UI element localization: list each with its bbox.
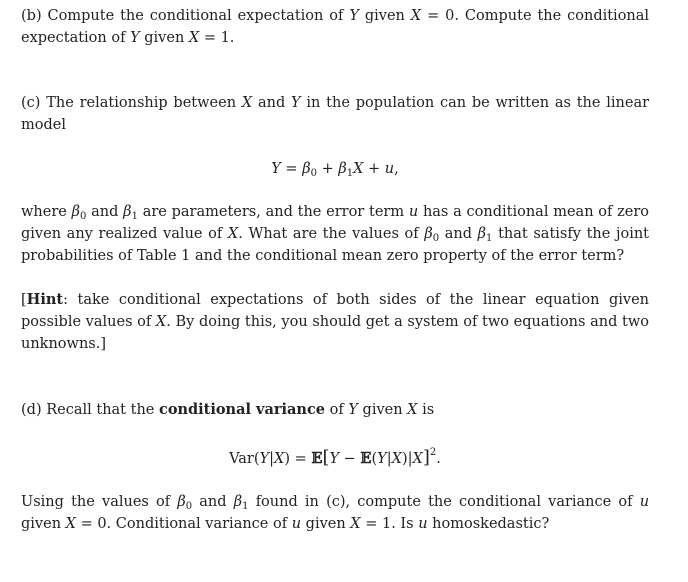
text-given: given bbox=[21, 516, 62, 532]
var-x: X bbox=[155, 314, 167, 330]
var-x: X bbox=[65, 516, 76, 532]
var-u: u bbox=[291, 516, 302, 532]
eq-square: 2 bbox=[429, 447, 437, 458]
eq-lp: ( bbox=[253, 451, 260, 467]
part-c-text: has a conditional mean of zero given any realized value of bbox=[21, 204, 650, 242]
beta1: β bbox=[123, 204, 132, 220]
part-d-text: = 0. Conditional variance of bbox=[80, 516, 288, 532]
eq-plus: + bbox=[368, 161, 381, 177]
part-c-text: are parameters, and the error term bbox=[142, 204, 405, 220]
eq-y: Y bbox=[329, 451, 340, 467]
conditional-variance-term: conditional variance bbox=[158, 401, 326, 418]
part-c-label: (c) bbox=[21, 95, 41, 111]
eq-x: X bbox=[412, 451, 423, 467]
eq-beta0: β bbox=[302, 161, 311, 177]
eq-var: Var bbox=[229, 451, 254, 467]
beta1: β bbox=[233, 494, 243, 510]
var-y: Y bbox=[348, 402, 358, 418]
eq-sub1: 1 bbox=[346, 168, 354, 179]
beta0: β bbox=[71, 204, 80, 220]
sub1: 1 bbox=[242, 501, 249, 512]
part-d-using-paragraph bbox=[21, 491, 649, 535]
sub0: 0 bbox=[185, 501, 193, 512]
part-b-text: Compute the conditional expectation of bbox=[47, 8, 344, 24]
hint-text: : take conditional expectations of both sides of the linear equation given possible values of bbox=[21, 292, 649, 330]
eq-minus: − bbox=[343, 451, 356, 467]
hint-bracket: [ bbox=[21, 292, 27, 308]
part-d-label: (d) bbox=[21, 402, 42, 418]
eq-bar: | bbox=[269, 451, 274, 467]
eq-y: Y bbox=[271, 161, 281, 177]
var-y: Y bbox=[349, 8, 359, 24]
part-c-text: that satisfy the joint probabilities of Table 1 and the conditional mean zero property of the error term? bbox=[21, 226, 649, 264]
eq-comma: , bbox=[394, 161, 399, 177]
var-x: X bbox=[407, 402, 418, 418]
eq-beta1: β bbox=[338, 161, 347, 177]
var-u: u bbox=[639, 494, 650, 510]
var-x: X bbox=[350, 516, 361, 532]
var-y: Y bbox=[130, 30, 140, 46]
part-d-text: Recall that the bbox=[46, 402, 155, 418]
var-x: X bbox=[241, 95, 253, 111]
part-d-paragraph bbox=[21, 399, 649, 421]
part-b-paragraph bbox=[21, 5, 649, 49]
part-b-text: expectation of bbox=[21, 30, 126, 46]
part-c-text: where bbox=[21, 204, 67, 220]
part-d-text: homoskedastic? bbox=[432, 516, 550, 532]
var-x: X bbox=[227, 226, 239, 242]
part-c-text: . What are the values of bbox=[238, 226, 419, 242]
eq-equals: = bbox=[294, 451, 307, 467]
text-of: of bbox=[329, 402, 344, 418]
eq-y: Y bbox=[377, 451, 387, 467]
part-b-text: Compute the conditional bbox=[464, 8, 650, 24]
part-c-text: in the population can be written as the linear model bbox=[21, 95, 650, 133]
eq-bar: | bbox=[386, 451, 392, 467]
var-u: u bbox=[418, 516, 428, 532]
eq-plus: + bbox=[321, 161, 334, 177]
conditional-variance-equation bbox=[21, 447, 649, 470]
eq-sub0: 0 bbox=[310, 168, 317, 179]
linear-model-equation bbox=[21, 158, 649, 180]
eq-one: = 1. bbox=[203, 30, 235, 46]
part-b-label: (b) bbox=[21, 8, 42, 24]
eq-expectation: 𝔼 bbox=[311, 450, 323, 467]
eq-lbracket: [ bbox=[322, 447, 330, 468]
beta0: β bbox=[177, 494, 186, 510]
eq-bar: | bbox=[407, 451, 413, 467]
beta1: β bbox=[477, 226, 487, 242]
eq-u: u bbox=[384, 161, 395, 177]
text-given: given bbox=[305, 516, 346, 532]
eq-zero: = 0. bbox=[427, 8, 459, 24]
beta0: β bbox=[424, 226, 433, 242]
eq-expectation: 𝔼 bbox=[360, 450, 372, 467]
eq-rp: ) bbox=[284, 451, 290, 467]
text-and: and bbox=[91, 204, 119, 220]
part-d-text: found in (c), compute the conditional variance of bbox=[255, 494, 633, 510]
eq-equals: = bbox=[285, 161, 298, 177]
text-is: is bbox=[422, 402, 435, 418]
part-d-text: Using the values of bbox=[21, 494, 171, 510]
eq-dot: . bbox=[436, 451, 441, 467]
eq-x: X bbox=[353, 161, 364, 177]
text-and: and bbox=[257, 95, 286, 111]
text-given: given bbox=[144, 30, 185, 46]
var-u: u bbox=[408, 204, 419, 220]
sub0: 0 bbox=[432, 233, 440, 244]
hint-label: Hint bbox=[26, 291, 64, 308]
hint-paragraph bbox=[21, 289, 649, 355]
eq-rbracket: ] bbox=[422, 447, 430, 468]
sub0: 0 bbox=[80, 211, 87, 222]
text-and: and bbox=[444, 226, 472, 242]
var-x: X bbox=[410, 8, 422, 24]
sub1: 1 bbox=[131, 211, 138, 222]
var-y: Y bbox=[291, 95, 301, 111]
part-d-text: = 1. Is bbox=[365, 516, 414, 532]
part-c-paragraph bbox=[21, 92, 649, 136]
text-given: given bbox=[362, 402, 403, 418]
hint-text: . By doing this, you should get a system of two equations and two unknowns.] bbox=[21, 314, 649, 352]
eq-x: X bbox=[391, 451, 402, 467]
eq-rp: ) bbox=[401, 451, 408, 467]
text-given: given bbox=[364, 8, 405, 24]
var-x: X bbox=[188, 30, 200, 46]
eq-y: Y bbox=[259, 451, 270, 467]
sub1: 1 bbox=[486, 233, 493, 244]
text-and: and bbox=[199, 494, 227, 510]
part-c-text: The relationship between bbox=[46, 95, 237, 111]
eq-x: X bbox=[274, 451, 285, 467]
eq-lp: ( bbox=[371, 451, 378, 467]
part-c-where-paragraph bbox=[21, 201, 649, 267]
